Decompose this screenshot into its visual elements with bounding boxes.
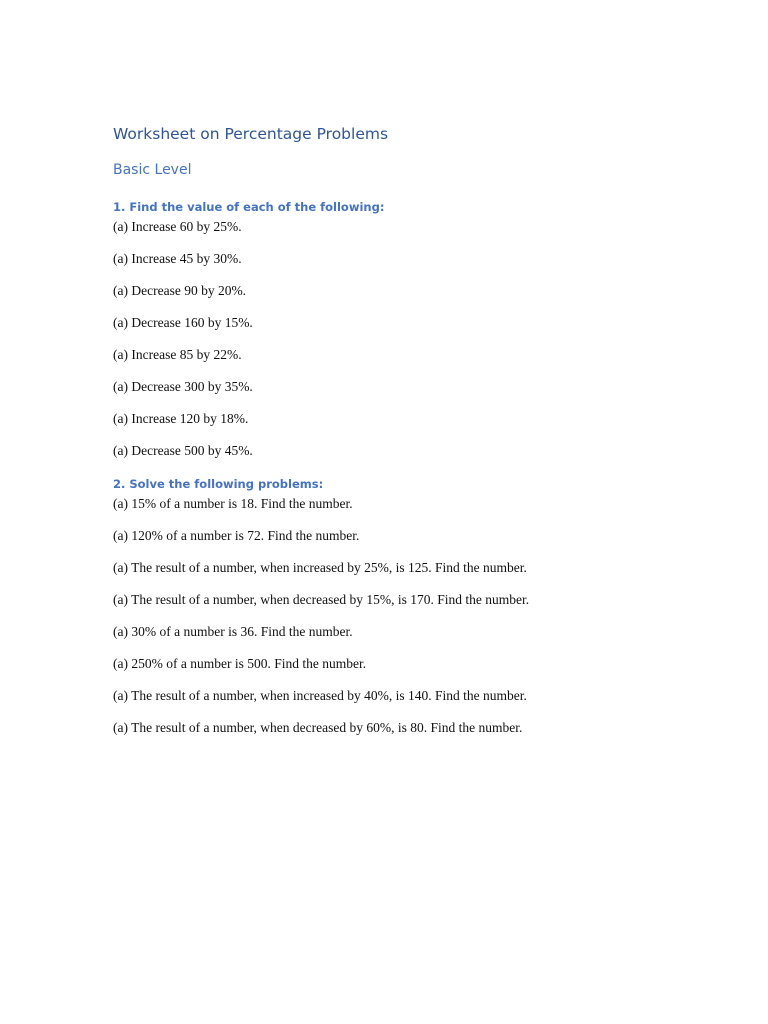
list-item: (a) Decrease 90 by 20%. (113, 283, 247, 298)
list-item: (a) The result of a number, when decreased by 60%, is 80. Find the number. (113, 720, 523, 735)
list-item: (a) Increase 60 by 25%. (113, 219, 242, 234)
list-item: (a) Increase 120 by 18%. (113, 411, 249, 426)
list-item: (a) Increase 45 by 30%. (113, 251, 242, 266)
question-1-heading: 1. Find the value of each of the following: (113, 200, 385, 214)
list-item: (a) The result of a number, when increased by 25%, is 125. Find the number. (113, 560, 527, 575)
document-page (113, 0, 673, 1024)
list-item: (a) 15% of a number is 18. Find the number. (113, 496, 353, 511)
list-item: (a) 30% of a number is 36. Find the number. (113, 624, 353, 639)
list-item: (a) Decrease 300 by 35%. (113, 379, 253, 394)
list-item: (a) Decrease 160 by 15%. (113, 315, 253, 330)
section-heading: Basic Level (113, 162, 192, 178)
list-item: (a) 250% of a number is 500. Find the number. (113, 656, 367, 671)
list-item: (a) Increase 85 by 22%. (113, 347, 242, 362)
list-item: (a) The result of a number, when increased by 40%, is 140. Find the number. (113, 688, 527, 703)
list-item: (a) The result of a number, when decreased by 15%, is 170. Find the number. (113, 592, 530, 607)
page-title: Worksheet on Percentage Problems (113, 125, 389, 143)
question-2-heading: 2. Solve the following problems: (113, 477, 324, 491)
question-1-list (113, 218, 253, 474)
list-item: (a) 120% of a number is 72. Find the number. (113, 528, 360, 543)
list-item: (a) Decrease 500 by 45%. (113, 443, 253, 458)
question-2-list (113, 495, 529, 751)
